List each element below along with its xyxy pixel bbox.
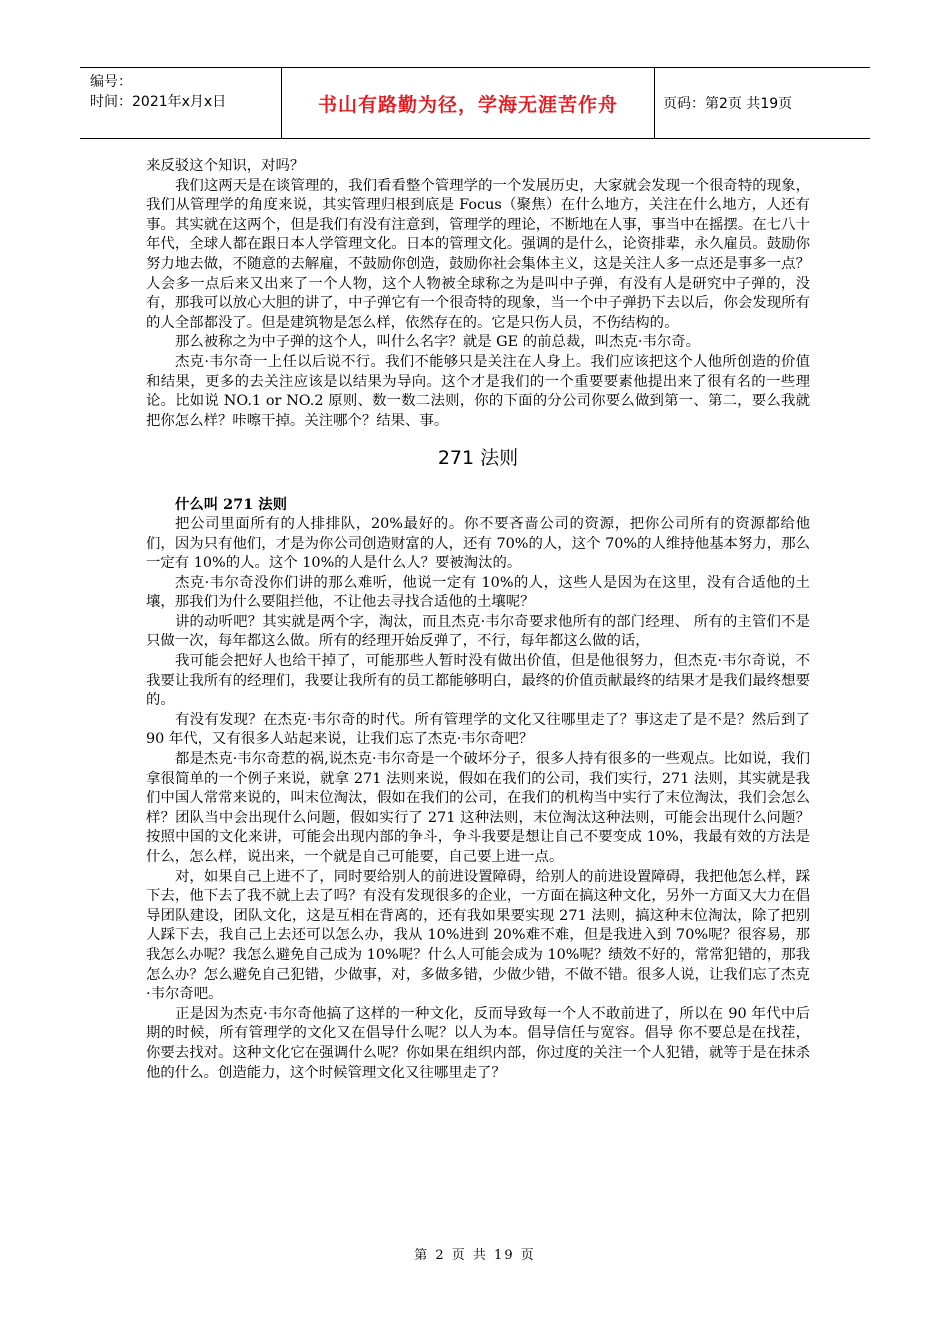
paragraph: 把公司里面所有的人排排队，20%最好的。你不要吝啬公司的资源，把你公司所有的资源都给他们，因为只有他们，才是为你公司创造财富的人，还有 70%的人，这个 70%的人维持他基本努力，那么一定有 10%的人。这个 10%的人是什么人？要被淘汰的。 — [146, 515, 810, 572]
page-footer: 第 2 页 共 19 页 — [414, 1248, 536, 1263]
document-number-label: 编号： — [90, 74, 132, 90]
page-header — [80, 67, 870, 139]
paragraph: 有没有发现？在杰克·韦尔奇的时代。所有管理学的文化又往哪里走了？事这走了是不是？然后到了 90 年代，又有很多人站起来说，让我们忘了杰克·韦尔奇吧？ — [146, 711, 810, 748]
paragraph: 都是杰克·韦尔奇惹的祸,说杰克·韦尔奇是一个破坏分子，很多人持有很多的一些观点。比如说，我们拿很简单的一个例子来说，就拿 271 法则来说，假如在我们的公司，我们实行，271 法则，其实就是我们中国人常常来说的，叫末位淘汰，假如在我们的公司，在我们的机构当中实行了末位淘汰，我们会怎么样？团队当中会出现什么问题，假如实行了 271 这种法则，末位淘汰这种法则，可能会出现什么问题？按照中国的文化来讲，可能会出现内部的争斗，争斗我要是想让自己不要变成 10%，我最有效的方法是什么，怎么样，说出来，一个就是自己可能要，自己要上进一点。 — [146, 751, 810, 865]
paragraph: 我们这两天是在谈管理的，我们看看整个管理学的一个发展历史，大家就会发现一个很奇特的现象，我们从管理学的角度来说，其实管理归根到底是 Focus（聚焦）在什么地方，关注在什么地方，人还有事。其实就在这两个，但是我们有没有注意到，管理学的理论，不断地在人事，事当中在摇摆。在七八十年代，全球人都在跟日本人学管理文化。日本的管理文化。强调的是什么，论资排辈，永久雇员。鼓励你努力地去做，不随意的去解雇，不鼓励你创造，鼓励你社会集体主义，这是关注人多一点还是事多一点？人会多一点后来又出来了一个人物，这个人物被全球称之为是叫中子弹，有没有人是研究中子弹的，没有，那我可以放心大胆的讲了，中子弹它有一个很奇特的现象，当一个中子弹扔下去以后，你会发现所有的人全部都没了。但是建筑物是怎么样，依然存在的。它是只伤人员，不伤结构的。 — [146, 177, 810, 331]
header-page-info: 页码：第2页 共19页 — [663, 96, 793, 112]
paragraph: 杰克·韦尔奇一上任以后说不行。我们不能够只是关注在人身上。我们应该把这个人他所创造的价值和结果，更多的去关注应该是以结果为导向。这个才是我们的一个重要要素他提出来了很有名的一些理论。比如说 NO.1 or NO.2 原则、数一数二法则，你的下面的分公司你要么做到第一、第二，要么我就把你怎么样？咔嚓干掉。关注哪个？结果、事。 — [146, 353, 810, 429]
paragraph: 我可能会把好人也给干掉了，可能那些人暂时没有做出价值，但是他很努力，但杰克·韦尔奇说，不我要让我所有的经理们，我要让我所有的员工都能够明白，最终的价值贡献最终的结果才是我们最终想要的。 — [146, 653, 810, 709]
section-title: 271 法则 — [437, 447, 519, 470]
paragraph: 来反驳这个知识，对吗？ — [146, 158, 305, 174]
paragraph: 对，如果自己上进不了，同时要给别人的前进设置障碍，给别人的前进设置障碍，我把他怎么样，踩下去，他下去了我不就上去了吗？有没有发现很多的企业，一方面在搞这种文化，另外一方面又大力在倡导团队建设，团队文化，这是互相在背离的，还有我如果要实现 271 法则，搞这种末位淘汰，除了把别人踩下去，我自己上去还可以怎么办，我从 10%进到 20%难不难，但是我进入到 70%呢？很容易，那我怎么办呢？我怎么避免自己成为 10%呢？什么人可能会成为 10%呢？绩效不好的，常常犯错的，那我怎么办？怎么避免自己犯错，少做事，对，多做多错，少做少错，不做不错。很多人说，让我们忘了杰克·韦尔奇吧。 — [146, 868, 810, 1003]
paragraph: 讲的动听吧？其实就是两个字，淘汰，而且杰克·韦尔奇要求他所有的部门经理、 所有的主管们不是只做一次，每年都这么做。所有的经理开始反弹了，不行，每年都这么做的话， — [146, 613, 810, 650]
document-time-label: 时间：2021年x月x日 — [90, 94, 227, 110]
paragraph: 正是因为杰克·韦尔奇他搞了这样的一种文化，反而导致每一个人不敢前进了，所以在 90 年代中后期的时候，所有管理学的文化又在倡导什么呢？以人为本。倡导信任与宽容。倡导 你不要总是在找茬，你要去找对。这种文化它在强调什么呢？你如果在组织内部，你过度的关注一个人犯错，就等于是在抹杀他的什么。创造能力，这个时候管理文化又往哪里走了？ — [146, 1005, 810, 1081]
paragraph: 那么被称之为中子弹的这个人，叫什么名字？就是 GE 的前总裁，叫杰克·韦尔奇。 — [175, 334, 701, 351]
paragraph: 杰克·韦尔奇没你们讲的那么难听，他说一定有 10%的人，这些人是因为在这里，没有合适他的土壤，那我们为什么要阻拦他，不让他去寻找合适他的土壤呢？ — [146, 574, 810, 611]
document-body — [146, 157, 810, 1083]
sub-title: 什么叫 271 法则 — [175, 496, 288, 514]
header-meta — [80, 68, 282, 138]
header-motto: 书山有路勤为径，学海无涯苦作舟 — [282, 68, 655, 138]
